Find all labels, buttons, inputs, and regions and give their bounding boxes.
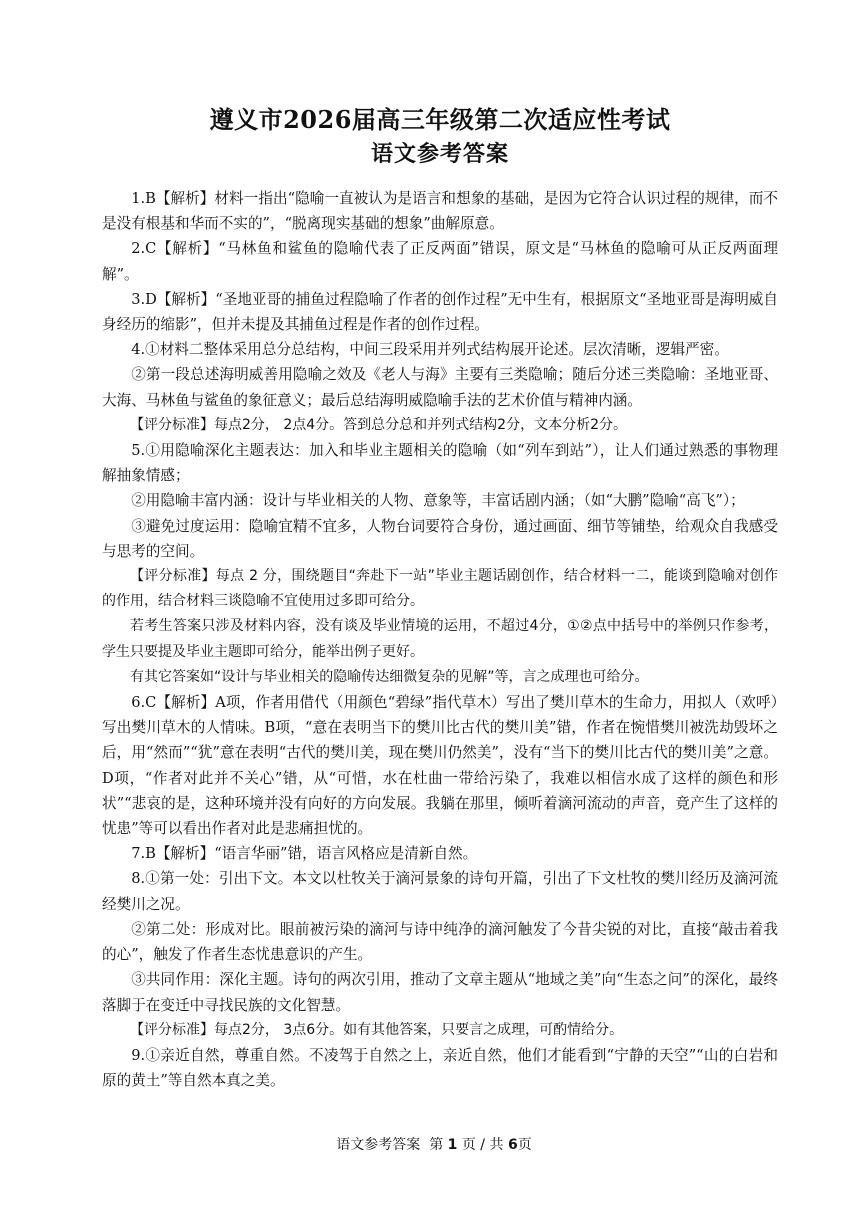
- answer-paragraph-17: ③共同作用：深化主题。诗句的两次引用，推动了文章主题从“地域之美”向“生态之问”的深化，最终落脚于在变迁中寻找民族的文化智慧。: [102, 971, 778, 1014]
- answer-paragraph-16: ②第二处：形成对比。眼前被污染的滴河与诗中纯净的滴河触发了今昔尖锐的对比，直接“敲击着我的心”，触发了作者生态忧患意识的产生。: [102, 920, 778, 964]
- answer-paragraph-15: 8.①第一处：引出下文。本文以杜牧关于滴河景象的诗句开篇，引出了下文杜牧的樊川经历及滴河流经樊川之况。: [102, 870, 778, 913]
- answer-content: [102, 186, 778, 1093]
- answer-paragraph-5: ②第一段总述海明威善用隐喻之效及《老人与海》主要有三类隐喻；随后分述三类隐喻：圣地亚哥、大海、马林鱼与鲨鱼的象征意义；最后总结海明威隐喻手法的艺术价值与精神内涵。: [102, 366, 778, 409]
- answer-paragraph-8: ②用隐喻丰富内涵：设计与毕业相关的人物、意象等，丰富话剧内涵；（如“大鹏”隐喻“高飞”）；: [131, 492, 745, 510]
- answer-paragraph-1: 1.B【解析】材料一指出“隐喻一直被认为是语言和想象的基础，是因为它符合认识过程的规律，而不是没有根基和华而不实的”，“脱离现实基础的想象”曲解原意。: [102, 190, 778, 233]
- answer-paragraph-14: 7.B【解析】“语言华丽”错，语言风格应是清新自然。: [131, 845, 478, 863]
- answer-paragraph-7: 5.①用隐喻深化主题表达：加入和毕业主题相关的隐喻（如“列车到站”），让人们通过熟悉的事物理解抽象情感；: [102, 442, 778, 485]
- answer-paragraph-19: 9.①亲近自然，尊重自然。不凌驾于自然之上，亲近自然，他们才能看到“宁静的天空”“山的白岩和原的黄土”等自然本真之美。: [102, 1046, 778, 1090]
- exam-title: 遵义市2026届高三年级第二次适应性考试: [209, 105, 671, 134]
- footer-prefix: 语文参考答案 第: [336, 1137, 444, 1153]
- scoring-note-q5-b: 有其它答案如“设计与毕业相关的隐喻传达细微复杂的见解”等，言之成理也可给分。: [130, 668, 649, 685]
- answer-paragraph-3: 3.D【解析】“圣地亚哥的捕鱼过程隐喻了作者的创作过程”无中生有，根据原文“圣地亚哥是海明威自身经历的缩影”，但并未提及其捕鱼过程是作者的创作过程。: [102, 290, 778, 334]
- footer-page-number: 1: [447, 1137, 458, 1153]
- footer-total-pages: 6: [507, 1137, 518, 1153]
- answer-paragraph-9: ③避免过度运用：隐喻宜精不宜多，人物台词要符合身份，通过画面、细节等铺垫，给观众自我感受与思考的空间。: [102, 517, 778, 560]
- scoring-standard-q8: 【评分标准】每点2分， 3点6分。如有其他答案，只要言之成理，可酌情给分。: [130, 1021, 624, 1038]
- answer-paragraph-4: 4.①材料二整体采用总分总结构，中间三段采用并列式结构展开论述。层次清晰，逻辑严密。: [131, 341, 729, 359]
- footer-mid: 页 / 共: [461, 1137, 504, 1153]
- exam-subtitle: 语文参考答案: [370, 141, 509, 167]
- scoring-standard-q5: 【评分标准】每点 2 分，围绕题目“奔赴下一站”毕业主题话剧创作，结合材料一二，能谈到隐喻对创作的作用，结合材料三谈隐喻不宜使用过多即可给分。: [102, 568, 778, 610]
- answer-paragraph-2: 2.C【解析】“马林鱼和鲨鱼的隐喻代表了正反两面”错误，原文是“马林鱼的隐喻可从正反两面理解”。: [102, 240, 778, 283]
- answer-paragraph-13: 6.C【解析】A项，作者用借代（用颜色“碧绿”指代草木）写出了樊川草木的生命力，用拟人（欢呼）写出樊川草木的人情味。B项，“意在表明当下的樊川比古代的樊川美”错，作者在惋惜樊川被洗劫毁坏之后，用“然而”“犹”意在表明“古代的樊川美，现在樊川仍然美”，没有“当下的樊川比古代的樊川美”之意。D项，“作者对此并不关心”错，从“可惜，水在杜曲一带给污染了，我难以相信水成了这样的颜色和形状”“悲哀的是，这种环境并没有向好的方向发展。我躺在那里，倾听着滴河流动的声音，竟产生了这样的忧患”等可以看出作者对此是悲痛担忧的。: [102, 694, 778, 838]
- page-footer: [0, 1134, 868, 1154]
- footer-suffix: 页: [517, 1137, 532, 1153]
- scoring-standard-q4: 【评分标准】每点2分， 2点4分。答到总分总和并列式结构2分，文本分析2分。: [130, 416, 627, 433]
- scoring-note-q5-a: 若考生答案只涉及材料内容，没有谈及毕业情境的运用，不超过4分，①②点中括号中的举例只作参考，学生只要提及毕业主题即可给分，能举出例子更好。: [102, 618, 778, 660]
